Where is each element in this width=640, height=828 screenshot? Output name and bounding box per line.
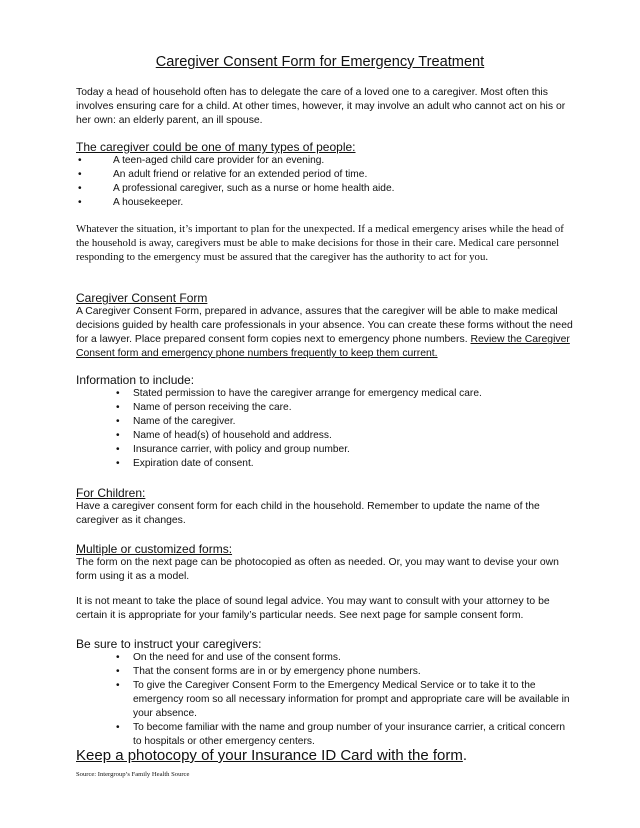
keep-photocopy-note: Keep a photocopy of your Insurance ID Card with the form. [76,747,468,764]
info-heading: Information to include: [76,373,195,387]
list-item: • A housekeeper. [78,197,184,208]
consent-underlined-text: Review the Caregiver Consent form and emergency phone numbers frequently to keep them current. [76,334,570,359]
intro-paragraph: Today a head of household often has to delegate the care of a loved one to a caregiver. Most often this involves ensuring care for a child. At other times, however, it may involve an adult who cannot act on his or her own: an elderly parent, an ill spouse. [76,87,566,126]
list-item: • That the consent forms are in or by emergency phone numbers. [116,666,421,677]
legal-paragraph: It is not meant to take the place of sound legal advice. You may want to consult with your attorney to be certain it is appropriate for your family’s particular needs. See next page for sample consent form. [76,596,550,621]
bullet-icon: • [78,197,82,208]
bullet-icon: • [116,722,120,733]
bullet-icon: • [116,430,120,441]
list-item: • Name of head(s) of household and address. [116,430,332,441]
instruct-list [116,651,574,749]
types-heading: The caregiver could be one of many types of people: [76,140,356,154]
children-paragraph: Have a caregiver consent form for each child in the household. Remember to update the name of the caregiver as it changes. [76,501,540,526]
instruct-heading: Be sure to instruct your caregivers: [76,637,262,651]
children-heading: For Children: [76,486,146,500]
bullet-icon: • [116,652,120,663]
list-item: • An adult friend or relative for an extended period of time. [78,169,368,180]
list-item: • Expiration date of consent. [116,458,254,469]
bullet-icon: • [116,666,120,677]
bullet-icon: • [116,458,120,469]
list-item: • On the need for and use of the consent forms. [116,652,341,663]
list-item: • Name of the caregiver. [116,416,236,427]
bullet-icon: • [78,169,82,180]
list-item: • A teen-aged child care provider for an evening. [78,155,325,166]
whatever-paragraph: Whatever the situation, it’s important to plan for the unexpected. If a medical emergency arises while the head of the household is away, caregivers must be able to make decisions for those in their care. Medical care personnel responding to the emergency must be assured that the caregiver has the authority to act for you. [76,223,564,263]
consent-paragraph: A Caregiver Consent Form, prepared in advance, assures that the caregiver will be able to make medical decisions guided by health care professionals in your absence. You can create these forms without the need for a lawyer. Place prepared consent form copies next to emergency phone numbers. Review the Caregiver Consent form and emergency phone numbers frequently to keep them current. [76,306,573,359]
bullet-icon: • [78,155,82,166]
info-list [116,387,574,471]
bullet-icon: • [116,416,120,427]
list-item: • To become familiar with the name and group number of your insurance carrier, a critical concern to hospitals or other emergency centers. [116,722,566,747]
multiple-paragraph: The form on the next page can be photocopied as often as needed. Or, you may want to devise your own form using it as a model. [76,557,559,582]
types-list [76,154,574,210]
page-title: Caregiver Consent Form for Emergency Treatment [155,54,485,70]
consent-heading: Caregiver Consent Form [76,291,208,305]
list-item: • Stated permission to have the caregiver arrange for emergency medical care. [116,388,482,399]
multiple-heading: Multiple or customized forms: [76,542,233,556]
source-note: Source: Intergroup’s Family Health Source [76,771,190,778]
list-item: • To give the Caregiver Consent Form to the Emergency Medical Service or to take it to the emergency room so all necessary information for prompt and appropriate care will be available in your absence. [116,680,570,719]
bullet-icon: • [116,402,120,413]
list-item: • Name of person receiving the care. [116,402,292,413]
bullet-icon: • [78,183,82,194]
list-item: • A professional caregiver, such as a nurse or home health aide. [78,183,395,194]
list-item: • Insurance carrier, with policy and group number. [116,444,350,455]
bullet-icon: • [116,388,120,399]
bullet-icon: • [116,680,120,691]
bullet-icon: • [116,444,120,455]
